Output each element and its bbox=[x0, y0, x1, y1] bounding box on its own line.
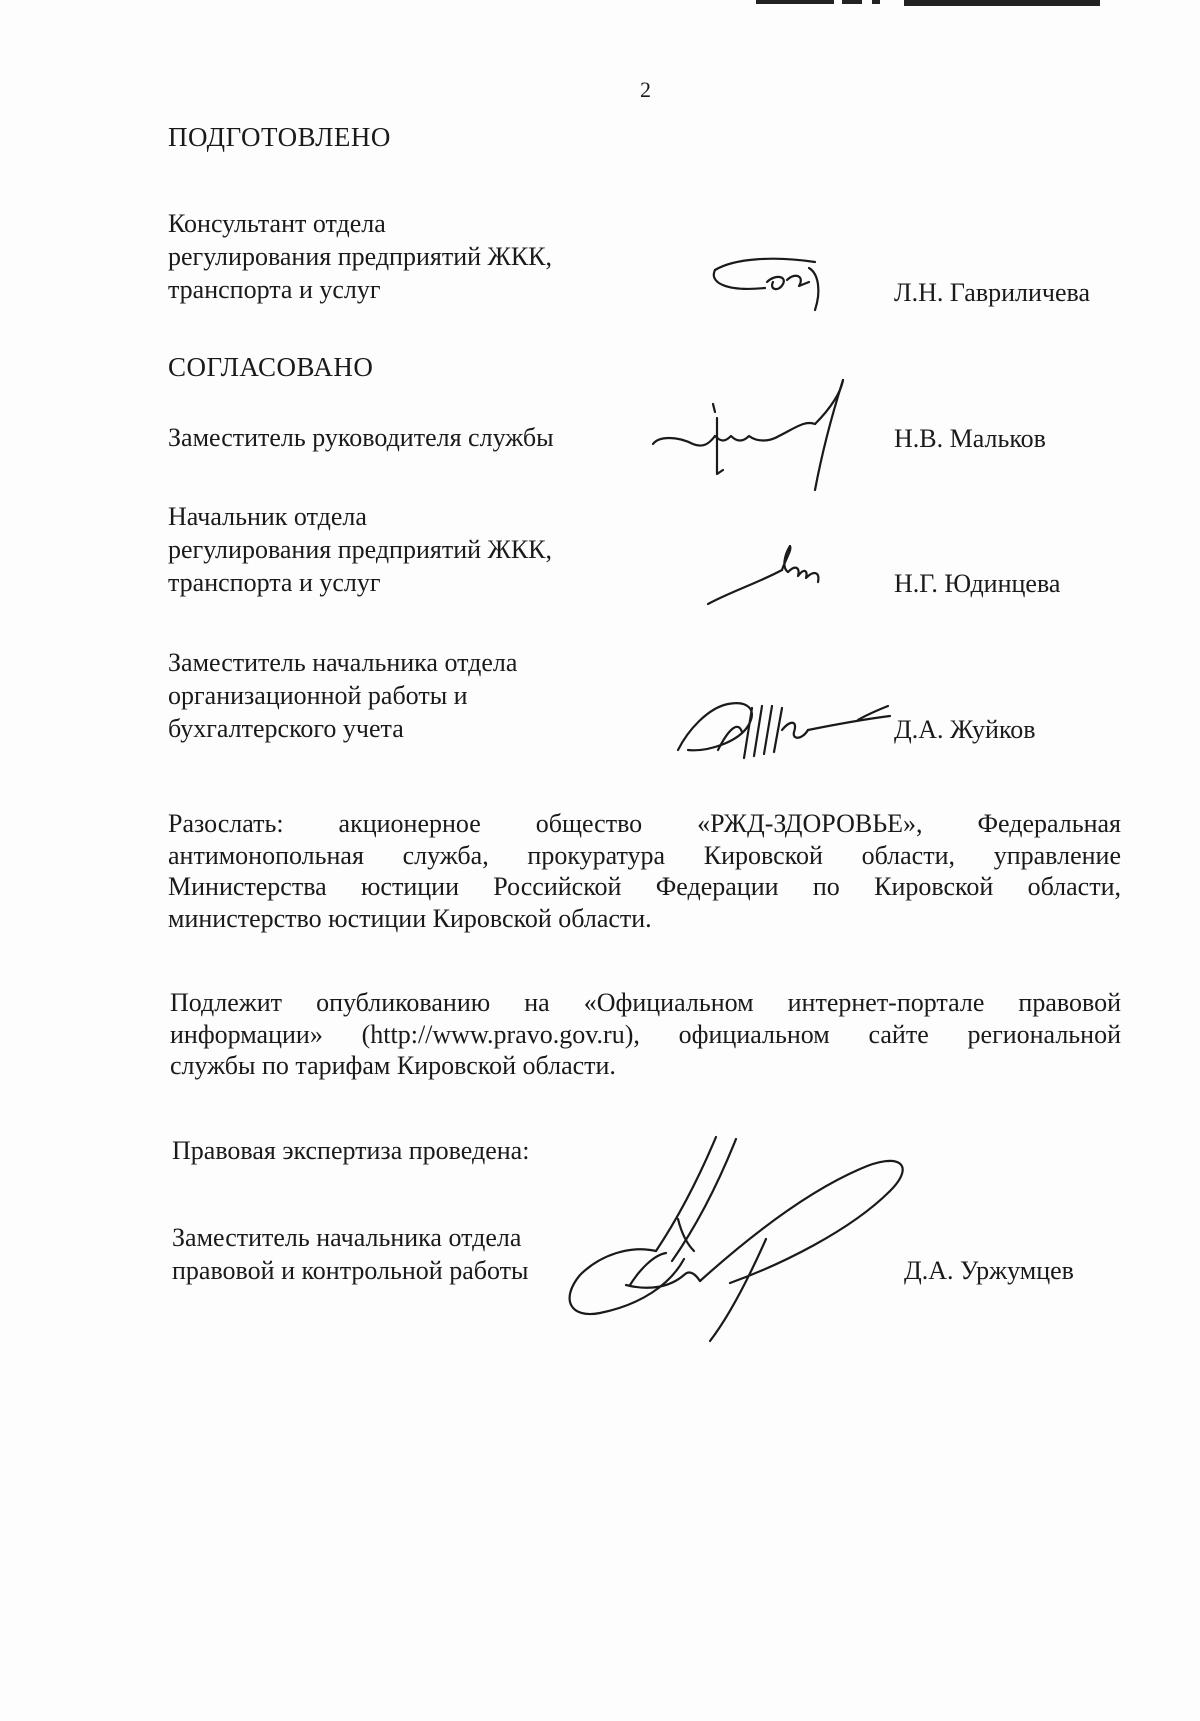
legal-review-position-line: Заместитель начальника отдела bbox=[172, 1223, 522, 1252]
agreed-signer-position-line: регулирования предприятий ЖКК, bbox=[168, 535, 553, 564]
distribution-line: министерство юстиции Кировской области. bbox=[168, 903, 652, 933]
agreed-signer-position-line: Начальник отдела bbox=[168, 502, 367, 531]
scan-artifact bbox=[904, 0, 1100, 6]
signature-zhuikov bbox=[668, 690, 898, 770]
prepared-position-line: регулирования предприятий ЖКК, bbox=[168, 242, 553, 271]
distribution-line: антимонопольная служба, прокуратура Кировской области, управление bbox=[168, 840, 1121, 870]
agreed-signer-position-line: бухгалтерского учета bbox=[168, 714, 404, 743]
publication-line: информации» (http://www.pravo.gov.ru), официальном сайте региональной bbox=[170, 1019, 1121, 1049]
agreed-signer-position-line: Заместитель начальника отдела bbox=[168, 648, 518, 677]
agreed-signer-position-line: Заместитель руководителя службы bbox=[168, 423, 554, 452]
distribution-paragraph bbox=[168, 808, 1121, 934]
distribution-line: Министерства юстиции Российской Федерации по Кировской области, bbox=[168, 872, 1121, 901]
legal-review-signer-name: Д.А. Уржумцев bbox=[904, 1256, 1074, 1285]
agreed-signer-name: Д.А. Жуйков bbox=[894, 715, 1036, 744]
prepared-position-line: транспорта и услуг bbox=[168, 275, 381, 304]
signature-urzhumtsev bbox=[560, 1135, 930, 1345]
publication-line: Подлежит опубликованию на «Официальном интернет-портале правовой bbox=[170, 988, 1121, 1017]
legal-review-position-line: правовой и контрольной работы bbox=[172, 1256, 529, 1285]
signature-gavrilicheva bbox=[705, 252, 835, 322]
prepared-position-line: Консультант отдела bbox=[168, 209, 386, 238]
agreed-heading: СОГЛАСОВАНО bbox=[168, 352, 374, 382]
scan-artifact bbox=[756, 0, 834, 4]
scan-artifact bbox=[842, 0, 862, 4]
agreed-signer-name: Н.В. Мальков bbox=[894, 424, 1046, 453]
publication-line: службы по тарифам Кировской области. bbox=[170, 1051, 616, 1080]
signature-malkov bbox=[645, 378, 885, 498]
page-number: 2 bbox=[640, 77, 651, 102]
publication-paragraph bbox=[170, 987, 1121, 1082]
agreed-signer-name: Н.Г. Юдинцева bbox=[894, 569, 1061, 598]
signature-yudintseva bbox=[700, 542, 830, 612]
prepared-signer-name: Л.Н. Гавриличева bbox=[894, 278, 1091, 307]
agreed-signer-position-line: организационной работы и bbox=[168, 681, 468, 710]
scan-artifact bbox=[872, 0, 880, 4]
distribution-line: Разослать: акционерное общество «РЖД-ЗДОРОВЬЕ», Федеральная bbox=[168, 809, 1121, 838]
prepared-heading: ПОДГОТОВЛЕНО bbox=[168, 122, 391, 152]
agreed-signer-position-line: транспорта и услуг bbox=[168, 568, 381, 597]
legal-review-heading: Правовая экспертиза проведена: bbox=[172, 1136, 530, 1165]
